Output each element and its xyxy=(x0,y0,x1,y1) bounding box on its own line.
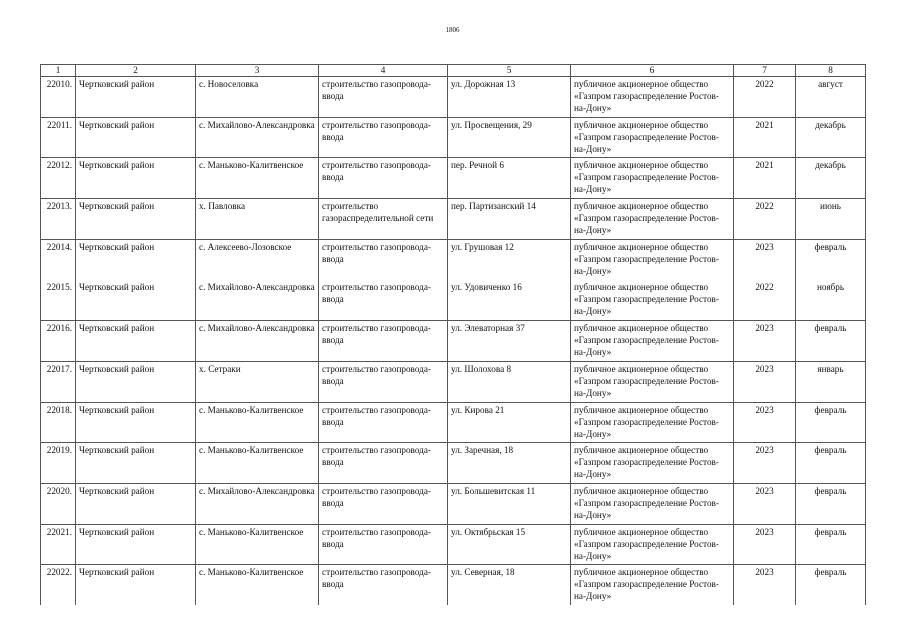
settlement-cell: с. Маньково-Калитвенское xyxy=(196,402,319,443)
work-type-cell: строительство газопровода-ввода xyxy=(319,239,448,280)
district-cell: Чертковский район xyxy=(76,158,196,199)
settlement-cell: х. Сетраки xyxy=(196,361,319,402)
district-cell: Чертковский район xyxy=(76,77,196,118)
year-cell: 2023 xyxy=(734,402,796,443)
month-cell: февраль xyxy=(796,524,866,565)
row-number: 22022. xyxy=(41,565,76,606)
work-type-cell: строительство газопровода-ввода xyxy=(319,158,448,199)
registry-body xyxy=(41,77,866,606)
month-cell: февраль xyxy=(796,565,866,606)
district-cell: Чертковский район xyxy=(76,361,196,402)
row-number: 22011. xyxy=(41,117,76,158)
year-cell: 2023 xyxy=(734,321,796,362)
settlement-cell: с. Маньково-Калитвенское xyxy=(196,158,319,199)
work-type-cell: строительство газопровода-ввода xyxy=(319,321,448,362)
organization-cell: публичное акционерное общество «Газпром газораспределение Ростов-на-Дону» xyxy=(571,199,734,240)
table-row xyxy=(41,443,866,484)
settlement-cell: с. Новоселовка xyxy=(196,77,319,118)
month-cell: декабрь xyxy=(796,117,866,158)
row-number: 22021. xyxy=(41,524,76,565)
column-header: 3 xyxy=(196,65,319,77)
table-row xyxy=(41,280,866,321)
year-cell: 2021 xyxy=(734,158,796,199)
district-cell: Чертковский район xyxy=(76,239,196,280)
work-type-cell: строительство газопровода-ввода xyxy=(319,280,448,321)
address-cell: ул. Кирова 21 xyxy=(448,402,571,443)
district-cell: Чертковский район xyxy=(76,524,196,565)
settlement-cell: с. Михайлово-Александровка xyxy=(196,321,319,362)
row-number: 22012. xyxy=(41,158,76,199)
month-cell: август xyxy=(796,77,866,118)
work-type-cell: строительство газопровода-ввода xyxy=(319,402,448,443)
row-number: 22010. xyxy=(41,77,76,118)
year-cell: 2023 xyxy=(734,239,796,280)
district-cell: Чертковский район xyxy=(76,321,196,362)
organization-cell: публичное акционерное общество «Газпром газораспределение Ростов-на-Дону» xyxy=(571,77,734,118)
month-cell: февраль xyxy=(796,483,866,524)
organization-cell: публичное акционерное общество «Газпром газораспределение Ростов-на-Дону» xyxy=(571,158,734,199)
table-row xyxy=(41,199,866,240)
address-cell: ул. Дорожная 13 xyxy=(448,77,571,118)
address-cell: ул. Октябрьская 15 xyxy=(448,524,571,565)
table-row xyxy=(41,158,866,199)
table-row xyxy=(41,361,866,402)
organization-cell: публичное акционерное общество «Газпром газораспределение Ростов-на-Дону» xyxy=(571,402,734,443)
year-cell: 2021 xyxy=(734,117,796,158)
row-number: 22015. xyxy=(41,280,76,321)
settlement-cell: с. Михайлово-Александровка xyxy=(196,483,319,524)
month-cell: январь xyxy=(796,361,866,402)
work-type-cell: строительство газопровода-ввода xyxy=(319,77,448,118)
page-number: 1806 xyxy=(445,26,460,34)
table-row xyxy=(41,524,866,565)
table-row xyxy=(41,565,866,606)
settlement-cell: с. Маньково-Калитвенское xyxy=(196,524,319,565)
column-header: 7 xyxy=(734,65,796,77)
work-type-cell: строительство газопровода-ввода xyxy=(319,524,448,565)
table-row xyxy=(41,117,866,158)
organization-cell: публичное акционерное общество «Газпром газораспределение Ростов-на-Дону» xyxy=(571,443,734,484)
table-row xyxy=(41,321,866,362)
address-cell: ул. Шолохова 8 xyxy=(448,361,571,402)
address-cell: ул. Элеваторная 37 xyxy=(448,321,571,362)
column-header: 1 xyxy=(41,65,76,77)
row-number: 22019. xyxy=(41,443,76,484)
address-cell: ул. Удовиченко 16 xyxy=(448,280,571,321)
row-number: 22017. xyxy=(41,361,76,402)
row-number: 22016. xyxy=(41,321,76,362)
column-header: 6 xyxy=(571,65,734,77)
work-type-cell: строительство газораспределительной сети xyxy=(319,199,448,240)
year-cell: 2023 xyxy=(734,565,796,606)
address-cell: ул. Северная, 18 xyxy=(448,565,571,606)
address-cell: ул. Грушовая 12 xyxy=(448,239,571,280)
district-cell: Чертковский район xyxy=(76,117,196,158)
district-cell: Чертковский район xyxy=(76,483,196,524)
year-cell: 2022 xyxy=(734,280,796,321)
column-number-row xyxy=(41,65,866,77)
month-cell: июнь xyxy=(796,199,866,240)
month-cell: ноябрь xyxy=(796,280,866,321)
district-cell: Чертковский район xyxy=(76,443,196,484)
organization-cell: публичное акционерное общество «Газпром газораспределение Ростов-на-Дону» xyxy=(571,361,734,402)
year-cell: 2023 xyxy=(734,483,796,524)
address-cell: пер. Партизанский 14 xyxy=(448,199,571,240)
row-number: 22014. xyxy=(41,239,76,280)
address-cell: пер. Речной 6 xyxy=(448,158,571,199)
row-number: 22013. xyxy=(41,199,76,240)
organization-cell: публичное акционерное общество «Газпром газораспределение Ростов-на-Дону» xyxy=(571,483,734,524)
address-cell: ул. Просвещения, 29 xyxy=(448,117,571,158)
work-type-cell: строительство газопровода-ввода xyxy=(319,483,448,524)
settlement-cell: с. Михайлово-Александровка xyxy=(196,280,319,321)
table-row xyxy=(41,483,866,524)
settlement-cell: с. Маньково-Калитвенское xyxy=(196,565,319,606)
year-cell: 2023 xyxy=(734,443,796,484)
row-number: 22020. xyxy=(41,483,76,524)
month-cell: февраль xyxy=(796,321,866,362)
year-cell: 2023 xyxy=(734,524,796,565)
settlement-cell: с. Алексеево-Лозовское xyxy=(196,239,319,280)
month-cell: февраль xyxy=(796,239,866,280)
column-header: 2 xyxy=(76,65,196,77)
organization-cell: публичное акционерное общество «Газпром газораспределение Ростов-на-Дону» xyxy=(571,239,734,280)
settlement-cell: с. Михайлово-Александровка xyxy=(196,117,319,158)
district-cell: Чертковский район xyxy=(76,565,196,606)
row-number: 22018. xyxy=(41,402,76,443)
table-row xyxy=(41,239,866,280)
table-row xyxy=(41,402,866,443)
organization-cell: публичное акционерное общество «Газпром газораспределение Ростов-на-Дону» xyxy=(571,117,734,158)
settlement-cell: с. Маньково-Калитвенское xyxy=(196,443,319,484)
month-cell: декабрь xyxy=(796,158,866,199)
registry-table xyxy=(40,64,866,605)
organization-cell: публичное акционерное общество «Газпром газораспределение Ростов-на-Дону» xyxy=(571,524,734,565)
district-cell: Чертковский район xyxy=(76,402,196,443)
table-row xyxy=(41,77,866,118)
organization-cell: публичное акционерное общество «Газпром газораспределение Ростов-на-Дону» xyxy=(571,321,734,362)
settlement-cell: х. Павловка xyxy=(196,199,319,240)
organization-cell: публичное акционерное общество «Газпром газораспределение Ростов-на-Дону» xyxy=(571,280,734,321)
district-cell: Чертковский район xyxy=(76,199,196,240)
month-cell: февраль xyxy=(796,443,866,484)
month-cell: февраль xyxy=(796,402,866,443)
work-type-cell: строительство газопровода-ввода xyxy=(319,565,448,606)
district-cell: Чертковский район xyxy=(76,280,196,321)
column-header: 5 xyxy=(448,65,571,77)
column-header: 8 xyxy=(796,65,866,77)
organization-cell: публичное акционерное общество «Газпром газораспределение Ростов-на-Дону» xyxy=(571,565,734,606)
year-cell: 2023 xyxy=(734,361,796,402)
address-cell: ул. Заречная, 18 xyxy=(448,443,571,484)
address-cell: ул. Большевитская 11 xyxy=(448,483,571,524)
year-cell: 2022 xyxy=(734,77,796,118)
column-header: 4 xyxy=(319,65,448,77)
work-type-cell: строительство газопровода-ввода xyxy=(319,443,448,484)
work-type-cell: строительство газопровода-ввода xyxy=(319,361,448,402)
year-cell: 2022 xyxy=(734,199,796,240)
work-type-cell: строительство газопровода-ввода xyxy=(319,117,448,158)
